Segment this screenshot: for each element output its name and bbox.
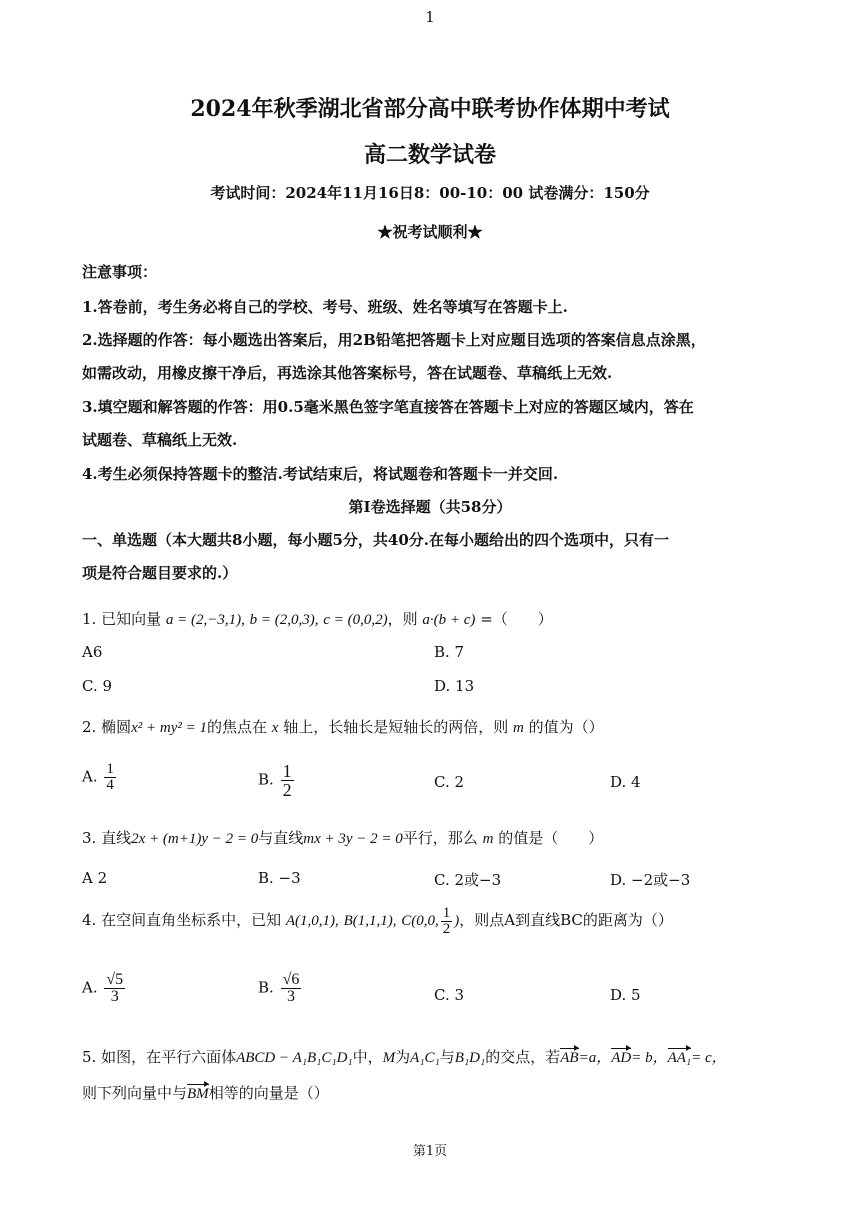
note-3-line-2: 试题卷、草稿纸上无效. — [82, 431, 238, 449]
q5-prefix: 5. 如图，在平行六面体 — [82, 1048, 237, 1066]
q4-option-d: D. 5 — [610, 986, 641, 1004]
q2-var-m: m — [513, 720, 524, 736]
q2-option-a-denominator: 4 — [106, 777, 114, 793]
q3-line-1: 2x + (m+1)y − 2 = 0 — [131, 831, 259, 847]
q3-option-d: D. −2或−3 — [610, 871, 691, 889]
q4-point-c-numerator: 1 — [442, 905, 451, 921]
q2-suffix: 的值为（） — [528, 718, 604, 736]
q3-prefix: 3. 直线 — [82, 829, 132, 847]
q4-option-b-fraction — [281, 972, 302, 1005]
q5-vector-ad: AD — [611, 1050, 632, 1066]
q4-option-b-numerator: √6 — [282, 971, 300, 988]
q4-option-a — [82, 972, 127, 1005]
question-2 — [82, 716, 604, 737]
q1-vector-c: c = (0,0,2) — [323, 612, 388, 628]
q3-mid: 与直线 — [258, 829, 304, 847]
q3-var-m: m — [482, 831, 494, 847]
q1-mid: ，则 — [387, 610, 418, 628]
q4-option-a-numerator: √5 — [106, 971, 124, 988]
q2-option-b-denominator: 2 — [282, 780, 292, 800]
q4-option-b-denominator: 3 — [286, 988, 295, 1005]
q5-mid2: 为 — [395, 1048, 411, 1066]
page-top-number: 1 — [425, 8, 435, 26]
q2-option-b-label: B. — [258, 770, 274, 789]
q1-prefix: 1. 已知向量 — [82, 610, 162, 628]
q2-equation: x² + my² = 1 — [131, 720, 207, 736]
q5-mid4: 的交点，若 — [485, 1048, 561, 1066]
q2-option-a-numerator: 1 — [106, 761, 114, 777]
exam-info: 考试时间：2024年11月16日8：00-10：00 试卷满分：150分 — [210, 184, 650, 202]
q5-mid3: 与 — [439, 1048, 455, 1066]
page-footer: 第1页 — [412, 1144, 448, 1159]
q5-solid: ABCD − A₁B₁C₁D₁ — [236, 1050, 353, 1066]
q3-suffix: 的值是（ ） — [498, 829, 604, 847]
notes-heading: 注意事项： — [82, 263, 158, 281]
q2-option-a — [82, 762, 118, 793]
q5-line2-pre: 则下列向量中与 — [82, 1084, 188, 1102]
exam-subtitle: 高二数学试卷 — [363, 142, 496, 168]
q5-vector-bm: BM — [187, 1086, 209, 1102]
q4-point-c-pre: C(0,0, — [401, 912, 439, 929]
q4-option-b — [258, 972, 303, 1005]
q5-line2-post: 相等的向量是（） — [208, 1084, 329, 1102]
note-2-line-1: 2.选择题的作答：每小题选出答案后，用2B铅笔把答题卡上对应题目选项的答案信息点涂黑， — [82, 331, 706, 349]
q4-point-c — [401, 905, 460, 937]
question-5 — [82, 1046, 727, 1067]
q5-eq-2: = b， — [631, 1050, 668, 1066]
exam-title: 2024年秋季湖北省部分高中联考协作体期中考试 — [190, 96, 670, 122]
q5-eq-3: = c， — [691, 1050, 727, 1066]
q3-line-2: mx + 3y − 2 = 0 — [303, 831, 403, 847]
section-instructions-line-1: 一、单选题（本大题共8小题，每小题5分，共40分.在每小题给出的四个选项中，只有一 — [82, 531, 669, 549]
q5-vector-aa1: AA₁ — [667, 1050, 692, 1066]
q4-option-a-denominator: 3 — [110, 988, 119, 1005]
section-instructions-line-2: 项是符合题目要求的.） — [82, 564, 238, 582]
wish-line: ★祝考试顺利★ — [377, 223, 483, 241]
q4-prefix: 4. 在空间直角坐标系中，已知 — [82, 910, 282, 929]
q3-option-c: C. 2或−3 — [434, 871, 502, 889]
q4-option-c: C. 3 — [434, 986, 465, 1004]
q4-option-b-label: B. — [258, 978, 274, 997]
question-4 — [82, 906, 673, 937]
note-3-line-1: 3.填空题和解答题的作答：用0.5毫米黑色签字笔直接答在答题卡上对应的答题区域内，答在 — [82, 398, 694, 416]
question-3 — [82, 827, 603, 848]
q2-option-a-label: A. — [82, 767, 98, 786]
q4-option-a-label: A. — [82, 978, 98, 997]
q4-point-c-post: ) — [454, 912, 460, 929]
q1-suffix: =（ ） — [480, 610, 553, 628]
q1-option-c: C. 9 — [82, 677, 113, 695]
question-5-line-2 — [82, 1082, 329, 1103]
q4-suffix: ，则点A到直线BC的距离为（） — [459, 910, 673, 929]
q2-prefix: 2. 椭圆 — [82, 718, 132, 736]
q2-option-b — [258, 762, 296, 799]
part1-title: 第Ⅰ卷选择题（共58分） — [348, 498, 512, 516]
q5-vector-ab: AB — [560, 1050, 579, 1066]
q3-option-b: B. −3 — [258, 869, 301, 887]
q5-eq-1: =a， — [578, 1050, 612, 1066]
q5-segment-2: B₁D₁ — [454, 1050, 486, 1066]
q4-point-c-fraction — [441, 906, 453, 937]
q2-option-d: D. 4 — [610, 773, 641, 791]
q1-expression: a·(b + c) — [422, 612, 476, 628]
question-1 — [82, 608, 553, 629]
q4-point-c-denominator: 2 — [442, 921, 451, 937]
q1-option-a: A6 — [82, 643, 103, 661]
q4-point-b: B(1,1,1), — [343, 912, 397, 929]
q5-segment-1: A₁C₁ — [410, 1050, 440, 1066]
q5-mid: 中， — [352, 1048, 383, 1066]
q2-mid: 的焦点在 — [206, 718, 267, 736]
q4-point-a: A(1,0,1), — [285, 912, 339, 929]
note-1: 1.答卷前，考生务必将自己的学校、考号、班级、姓名等填写在答题卡上. — [82, 298, 568, 316]
note-2-line-2: 如需改动，用橡皮擦干净后，再选涂其他答案标号，答在试题卷、草稿纸上无效. — [82, 364, 613, 382]
q2-option-b-fraction — [281, 762, 294, 799]
note-4: 4.考生必须保持答题卡的整洁.考试结束后，将试题卷和答题卡一并交回. — [82, 465, 559, 483]
q5-var-m: M — [382, 1050, 396, 1066]
q1-vector-a: a = (2,−3,1), — [165, 612, 245, 628]
q4-option-a-fraction — [104, 972, 125, 1005]
q1-option-b: B. 7 — [434, 643, 465, 661]
q3-option-a: A 2 — [82, 869, 108, 887]
q1-vector-b: b = (2,0,3), — [249, 612, 319, 628]
q1-option-d: D. 13 — [434, 677, 475, 695]
q2-option-c: C. 2 — [434, 773, 465, 791]
q2-mid2: 轴上，长轴长是短轴长的两倍，则 — [283, 718, 509, 736]
q2-var-x: x — [271, 720, 279, 736]
q2-option-b-numerator: 1 — [282, 761, 292, 781]
q3-mid2: 平行，那么 — [402, 829, 478, 847]
q2-option-a-fraction — [104, 762, 116, 793]
